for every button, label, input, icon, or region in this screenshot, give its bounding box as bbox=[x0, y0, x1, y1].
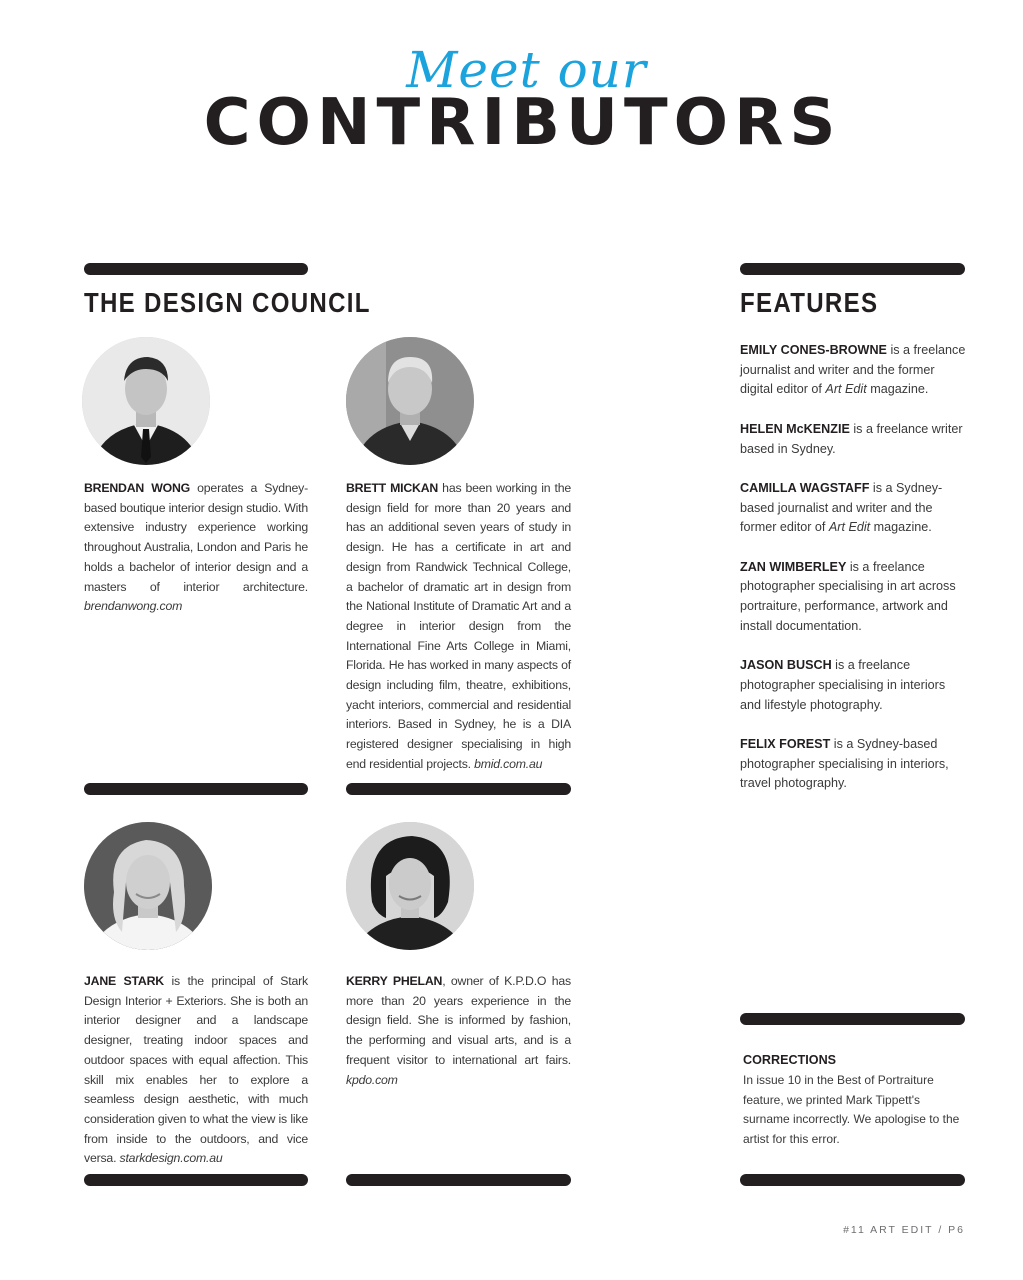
link-brett-mickan[interactable]: bmid.com.au bbox=[474, 756, 543, 771]
feature-entry bbox=[740, 341, 968, 400]
avatar-brendan-wong bbox=[82, 337, 210, 465]
feature-text: is a freelance writer based in Sydney. bbox=[740, 421, 963, 456]
feature-entry bbox=[740, 420, 968, 459]
feature-name: CAMILLA WAGSTAFF bbox=[740, 480, 870, 495]
divider-bar bbox=[740, 1013, 965, 1025]
feature-text: is a freelance journalist and writer and the former digital editor of bbox=[740, 343, 966, 397]
bio-jane-stark bbox=[84, 972, 308, 1169]
feature-text: is a freelance photographer specialising in art across portraiture, performance, artwork and install documentation. bbox=[740, 559, 956, 633]
feature-italic: Art Edit bbox=[828, 520, 871, 535]
name-kerry-phelan: KERRY PHELAN bbox=[346, 974, 443, 988]
section-heading-design-council: THE DESIGN COUNCIL bbox=[84, 287, 371, 318]
link-kerry-phelan[interactable]: kpdo.com bbox=[346, 1072, 398, 1087]
corrections-text: In issue 10 in the Best of Portraiture feature, we printed Mark Tippett's surname incorrectly. We apologise to the artist for this error. bbox=[743, 1073, 960, 1147]
feature-entry bbox=[740, 479, 968, 538]
divider-bar bbox=[740, 263, 965, 275]
feature-name: HELEN McKENZIE bbox=[740, 421, 850, 436]
avatar-brett-mickan bbox=[346, 337, 474, 465]
corrections-title: CORRECTIONS bbox=[743, 1053, 837, 1067]
divider-bar bbox=[84, 263, 308, 275]
avatar-kerry-phelan bbox=[346, 822, 474, 950]
bio-text: operates a Sydney-based boutique interior design studio. With extensive industry experience working throughout Australia, London and Paris he holds a bachelor of interior design and a masters of interior architecture. bbox=[84, 481, 308, 594]
divider-bar bbox=[84, 783, 308, 795]
divider-bar bbox=[740, 1174, 965, 1186]
name-brett-mickan: BRETT MICKAN bbox=[346, 481, 439, 495]
page-footer: #11 ART EDIT / P6 bbox=[843, 1224, 965, 1236]
bio-text: is the principal of Stark Design Interior + Exteriors. She is both an interior designer and a landscape designer, treating indoor spaces and outdoor spaces with equal affection. This skill mix enables her to explore a seamless design aesthetic, with much consideration given to what the view is like from inside to the outdoors, and vice versa. bbox=[84, 974, 308, 1166]
bio-kerry-phelan bbox=[346, 972, 571, 1090]
script-title: Meet our bbox=[406, 41, 647, 99]
feature-text: is a freelance photographer specialising in interiors and lifestyle photography. bbox=[740, 658, 946, 712]
feature-italic: Art Edit bbox=[825, 382, 867, 397]
divider-bar bbox=[346, 783, 571, 795]
feature-entry bbox=[740, 656, 968, 715]
features-list bbox=[740, 341, 968, 794]
page-title: CONTRIBUTORS bbox=[203, 86, 842, 160]
bio-brendan-wong bbox=[84, 479, 308, 617]
avatar-jane-stark bbox=[84, 822, 212, 950]
divider-bar bbox=[84, 1174, 308, 1186]
link-jane-stark[interactable]: starkdesign.com.au bbox=[119, 1151, 223, 1166]
feature-name: EMILY CONES-BROWNE bbox=[740, 343, 887, 357]
bio-brett-mickan bbox=[346, 479, 571, 775]
bio-text: , owner of K.P.D.O has more than 20 years experience in the design field. She is informed by fashion, the performing and visual arts, and is a frequent visitor to international art fairs. bbox=[346, 974, 571, 1067]
feature-text: magazine. bbox=[866, 382, 929, 397]
feature-entry bbox=[740, 558, 968, 637]
bio-text: has been working in the design field for more than 20 years and has an additional seven years of study in design. He has a certificate in art and design from Randwick Technical College, a bachelor of dramatic art in design from the National Institute of Dramatic Art and a degree in interior design from the International Fine Arts College in Miami, Florida. He has worked in many aspects of design including film, theatre, exhibitions, yacht interiors, commercial and residential interiors. Based in Sydney, he is a DIA registered designer specialising in high end residential projects. bbox=[346, 481, 571, 771]
feature-text: magazine. bbox=[870, 520, 932, 535]
section-heading-features: FEATURES bbox=[740, 287, 879, 318]
feature-text: is a Sydney-based journalist and writer and the former editor of bbox=[740, 480, 943, 535]
feature-name: ZAN WIMBERLEY bbox=[740, 559, 847, 574]
feature-name: FELIX FOREST bbox=[740, 736, 831, 751]
name-jane-stark: JANE STARK bbox=[84, 974, 164, 988]
divider-bar bbox=[346, 1174, 571, 1186]
link-brendan-wong[interactable]: brendanwong.com bbox=[84, 599, 183, 614]
feature-entry bbox=[740, 735, 968, 794]
feature-name: JASON BUSCH bbox=[740, 658, 832, 673]
name-brendan-wong: BRENDAN WONG bbox=[84, 481, 191, 495]
feature-text: is a Sydney-based photographer specialising in interiors, travel photography. bbox=[740, 736, 949, 791]
